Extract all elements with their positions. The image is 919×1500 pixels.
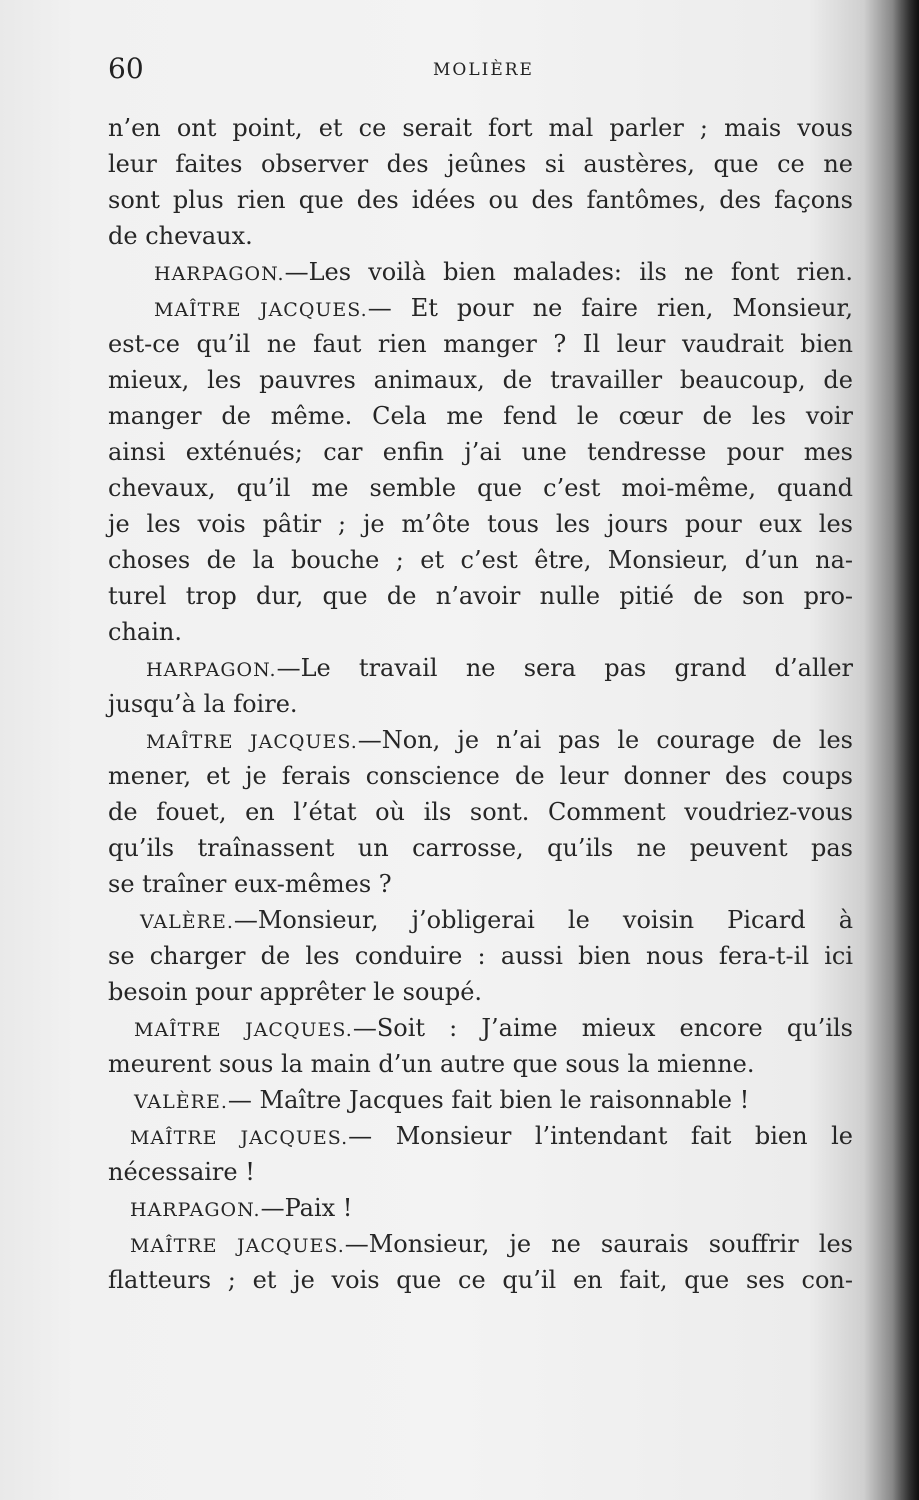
text-line: choses de la bouche ; et c’est être, Monsieur, d’un na- xyxy=(108,546,853,574)
text-line: sont plus rien que des idées ou des fantômes, des façons xyxy=(108,186,853,214)
speech-text: Monsieur l’intendant fait bien le xyxy=(395,1122,853,1150)
em-dash: — xyxy=(352,1014,377,1042)
speech-text: Monsieur, j’obligerai le voisin Picard à xyxy=(257,906,853,934)
text-line: se charger de les conduire : aussi bien nous fera-t-il ici xyxy=(108,942,853,970)
em-dash: — xyxy=(227,1086,260,1114)
em-dash: — xyxy=(233,906,258,934)
em-dash: — xyxy=(344,1230,369,1258)
text-line: manger de même. Cela me fend le cœur de les voir xyxy=(108,402,853,430)
em-dash: — xyxy=(276,654,301,682)
speech-text: Maître Jacques fait bien le raisonnable ! xyxy=(259,1086,750,1114)
speaker-name: MAÎTRE JACQUES. xyxy=(130,1127,349,1149)
speech-line xyxy=(108,1082,853,1118)
speaker-name: HARPAGON. xyxy=(146,659,277,681)
text-line: turel trop dur, que de n’avoir nulle pitié de son pro- xyxy=(108,582,853,610)
speaker-name: HARPAGON. xyxy=(130,1199,261,1221)
text-line: de chevaux. xyxy=(108,222,253,250)
speaker-name: MAÎTRE JACQUES. xyxy=(154,299,368,321)
em-dash: — xyxy=(367,294,411,322)
text-line: n’en ont point, et ce serait fort mal parler ; mais vous xyxy=(108,114,853,142)
text-line: ainsi exténués; car enfin j’ai une tendresse pour mes xyxy=(108,438,853,466)
speech-text: Le travail ne sera pas grand d’aller xyxy=(300,654,853,682)
text-line: je les vois pâtir ; je m’ôte tous les jours pour eux les xyxy=(108,510,853,538)
text-line: mieux, les pauvres animaux, de travailler beaucoup, de xyxy=(108,366,853,394)
speaker-name: MAÎTRE JACQUES. xyxy=(130,1235,345,1257)
body-text xyxy=(108,110,853,1298)
text-line: de fouet, en l’état où ils sont. Comment voudriez-vous xyxy=(108,798,853,826)
speech-line xyxy=(108,254,853,290)
em-dash: — xyxy=(357,726,382,754)
speaker-name: MAÎTRE JACQUES. xyxy=(134,1019,353,1041)
speech-text: Soit : J’aime mieux encore qu’ils xyxy=(376,1014,853,1042)
speech-line xyxy=(108,722,853,758)
speaker-name: VALÈRE. xyxy=(134,1091,228,1113)
speech-line xyxy=(108,290,853,326)
speaker-name: MAÎTRE JACQUES. xyxy=(146,731,358,753)
text-line: flatteurs ; et je vois que ce qu’il en fait, que ses con- xyxy=(108,1266,853,1294)
speech-line xyxy=(108,1190,853,1226)
page-edge-shadow xyxy=(893,0,919,1500)
speech-text: Et pour ne faire rien, Monsieur, xyxy=(410,294,853,322)
speaker-name: HARPAGON. xyxy=(154,263,285,285)
text-line: jusqu’à la foire. xyxy=(108,690,298,718)
text-line: leur faites observer des jeûnes si austères, que ce ne xyxy=(108,150,853,178)
speech-text: Les voilà bien malades: ils ne font rien. xyxy=(308,258,853,286)
text-line: besoin pour apprêter le soupé. xyxy=(108,978,483,1006)
speech-text: Monsieur, je ne saurais souffrir les xyxy=(368,1230,853,1258)
speech-line xyxy=(108,1118,853,1154)
text-line: qu’ils traînassent un carrosse, qu’ils ne peuvent pas xyxy=(108,834,853,862)
text-line: se traîner eux-mêmes ? xyxy=(108,870,392,898)
speech-line xyxy=(108,902,853,938)
text-line: mener, et je ferais conscience de leur donner des coups xyxy=(108,762,853,790)
em-dash: — xyxy=(284,258,309,286)
text-line: meurent sous la main d’un autre que sous la mienne. xyxy=(108,1050,755,1078)
text-line: est-ce qu’il ne faut rien manger ? Il leur vaudrait bien xyxy=(108,330,853,358)
page-header xyxy=(108,52,848,88)
text-line: nécessaire ! xyxy=(108,1158,255,1186)
speech-line xyxy=(108,1010,853,1046)
page-number: 60 xyxy=(108,52,144,85)
text-line: chevaux, qu’il me semble que c’est moi-même, quand xyxy=(108,474,853,502)
speech-line xyxy=(108,650,853,686)
em-dash: — xyxy=(260,1194,285,1222)
em-dash: — xyxy=(348,1122,396,1150)
speech-line xyxy=(108,1226,853,1262)
text-line: chain. xyxy=(108,618,182,646)
speaker-name: VALÈRE. xyxy=(140,911,234,933)
speech-text: Paix ! xyxy=(284,1194,353,1222)
speech-text: Non, je n’ai pas le courage de les xyxy=(381,726,853,754)
running-head: MOLIÈRE xyxy=(433,60,534,80)
